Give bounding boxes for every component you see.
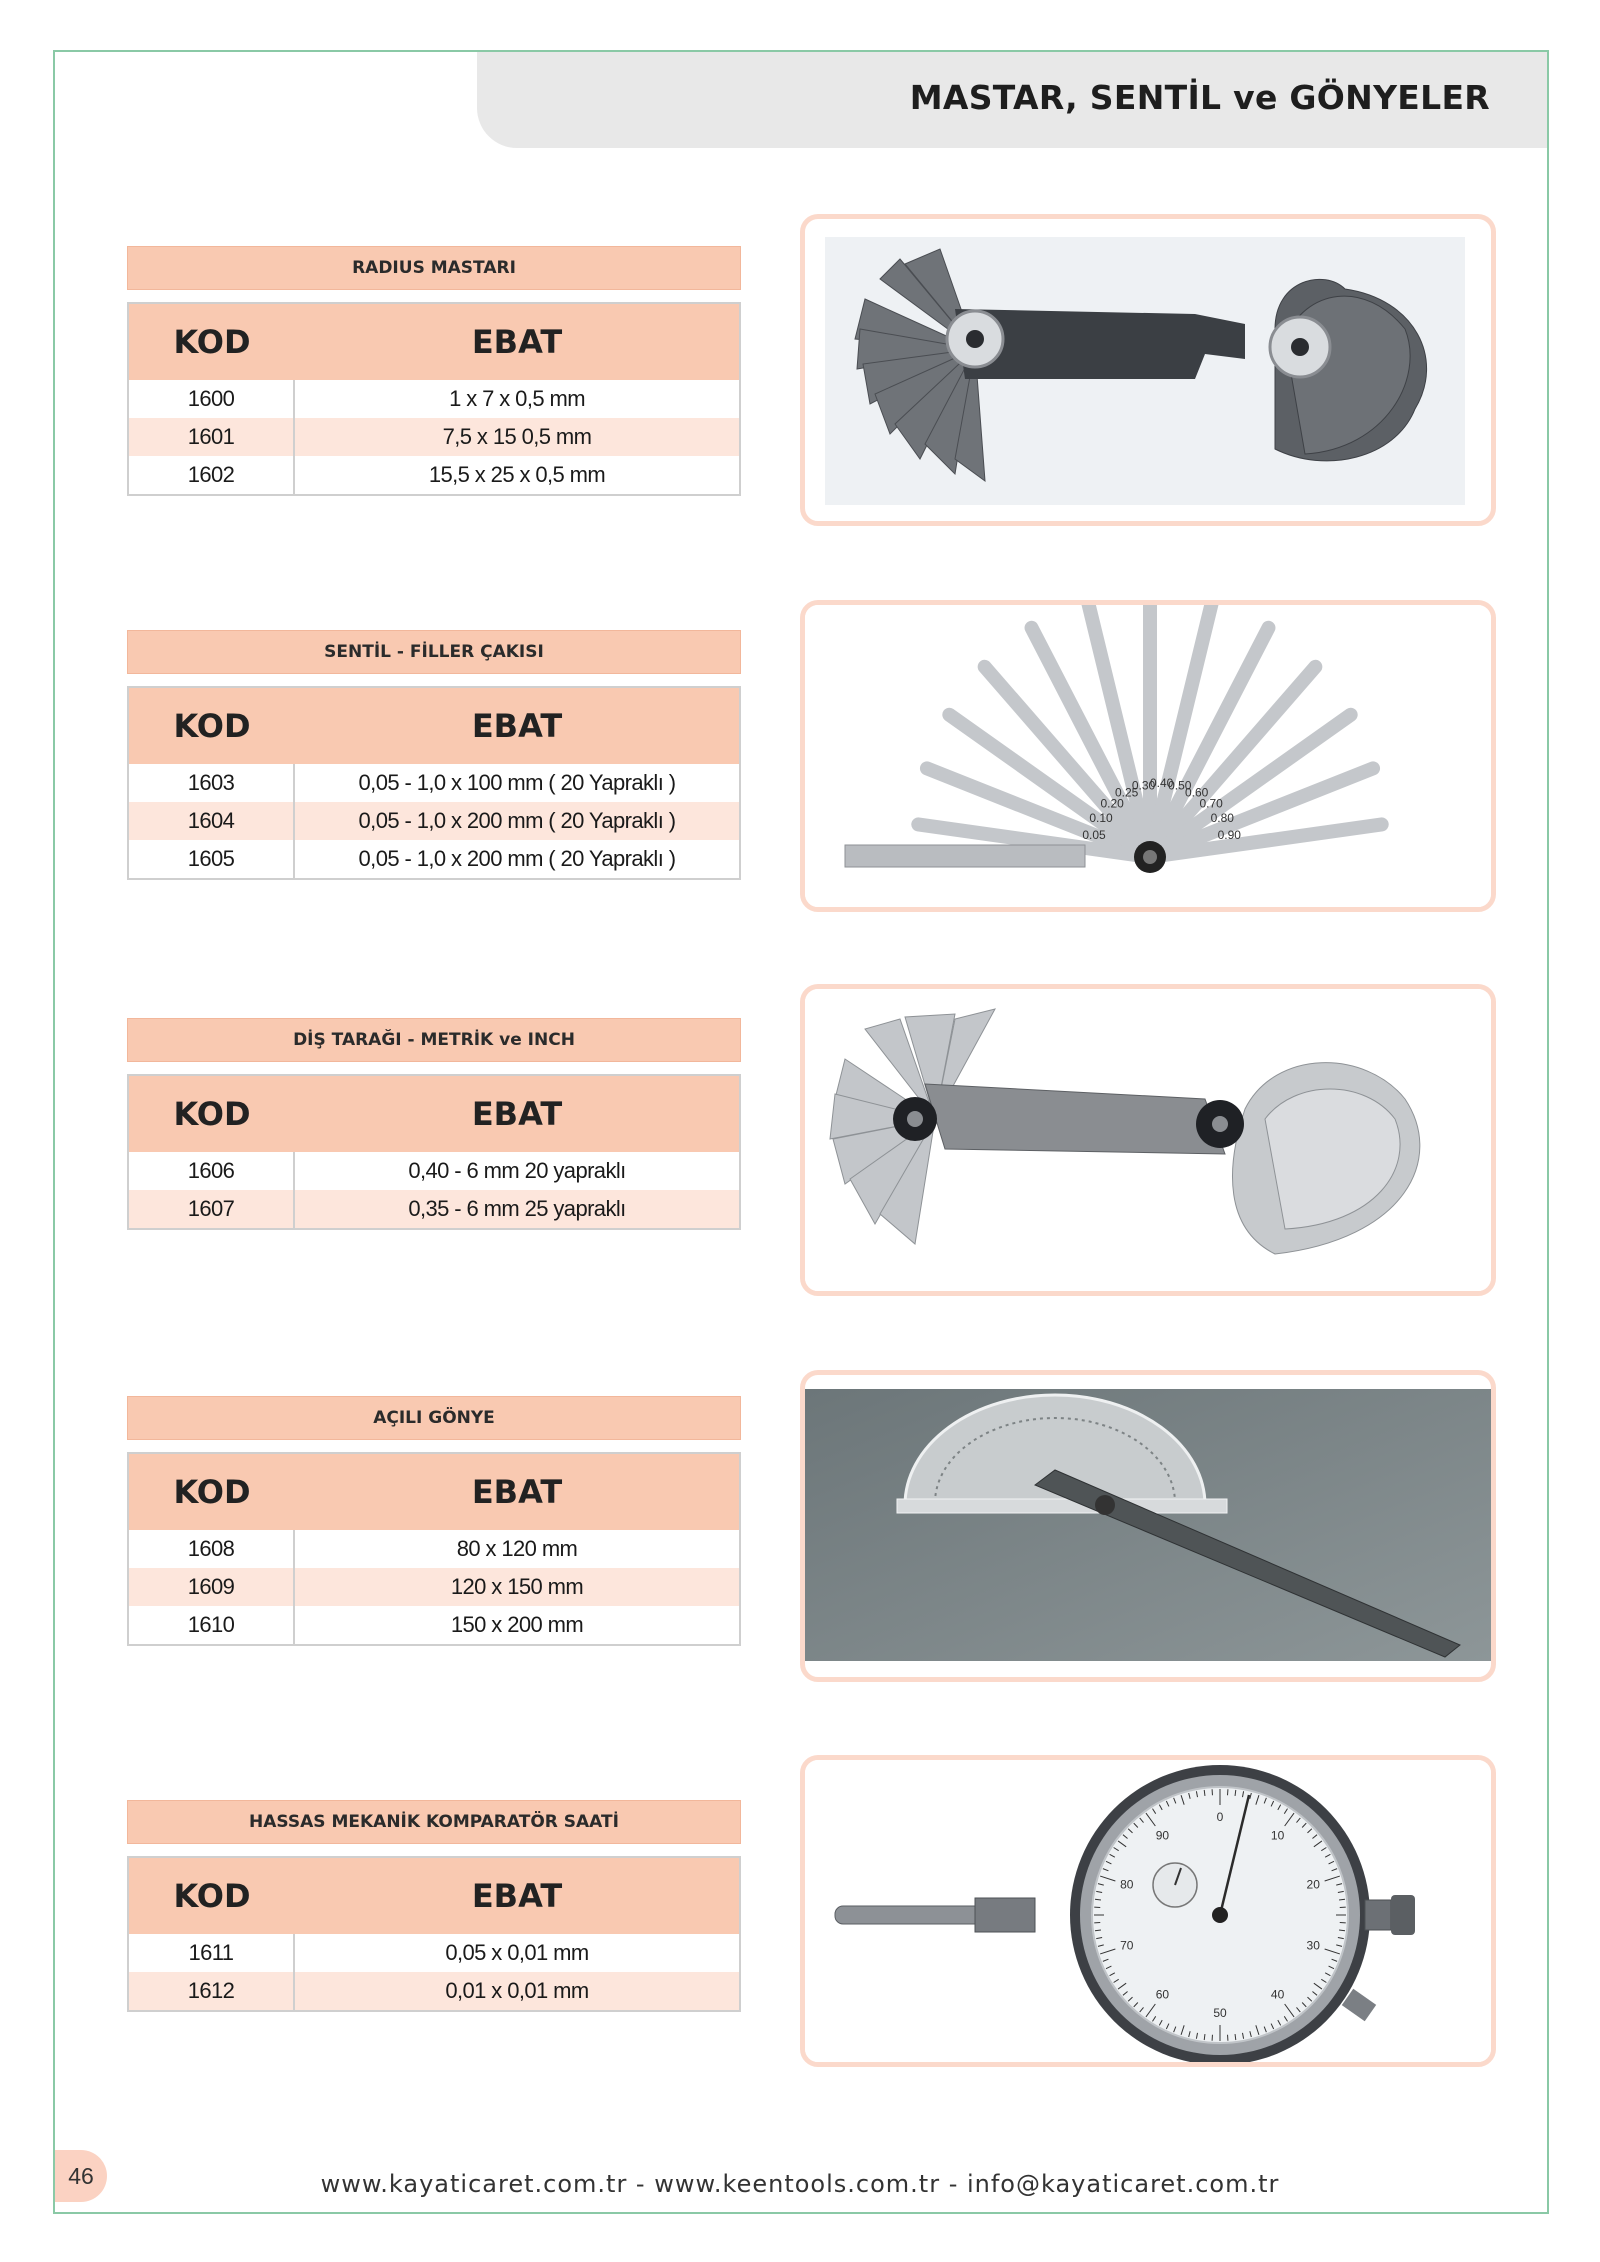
dial-indicator-image — [800, 1755, 1496, 2067]
ebat-header: EBAT — [471, 707, 563, 745]
table-row — [129, 1152, 739, 1190]
size-cell: 0,05 - 1,0 x 200 mm ( 20 Yapraklı ) — [358, 846, 676, 871]
table-row — [129, 1568, 739, 1606]
table-row — [129, 1606, 739, 1644]
size-cell: 0,40 - 6 mm 20 yapraklı — [408, 1158, 626, 1183]
code-cell: 1600 — [129, 380, 295, 418]
page-title: MASTAR, SENTİL ve GÖNYELER — [909, 78, 1490, 117]
feeler-label: 0.50 — [1168, 778, 1192, 793]
dial-number: 20 — [1306, 1877, 1320, 1892]
page-number: 46 — [55, 2150, 107, 2202]
protractor-image — [800, 1370, 1496, 1682]
size-cell: 80 x 120 mm — [456, 1536, 578, 1561]
radius-gauge-image — [800, 214, 1496, 526]
kod-header: KOD — [173, 1877, 251, 1915]
product-table — [127, 686, 741, 880]
dial-number: 70 — [1120, 1938, 1134, 1953]
table-row — [129, 840, 739, 878]
size-cell: 120 x 150 mm — [450, 1574, 584, 1599]
feeler-label: 0.90 — [1217, 827, 1241, 842]
size-cell: 0,35 - 6 mm 25 yapraklı — [408, 1196, 626, 1221]
code-cell: 1606 — [129, 1152, 295, 1190]
table-header — [129, 304, 739, 380]
thread-gauge-image — [800, 984, 1496, 1296]
section-title: RADIUS MASTARI — [127, 246, 741, 290]
kod-header: KOD — [173, 1095, 251, 1133]
table-row — [129, 456, 739, 494]
code-cell: 1602 — [129, 456, 295, 494]
section-title: AÇILI GÖNYE — [127, 1396, 741, 1440]
code-cell: 1611 — [129, 1934, 295, 1972]
code-cell: 1609 — [129, 1568, 295, 1606]
feeler-label: 0.25 — [1115, 785, 1139, 800]
code-cell: 1608 — [129, 1530, 295, 1568]
feeler-label: 0.20 — [1100, 796, 1124, 811]
code-cell: 1607 — [129, 1190, 295, 1228]
table-row — [129, 764, 739, 802]
footer-contact: www.kayaticaret.com.tr - www.keentools.com.tr - info@kayaticaret.com.tr — [320, 2170, 1280, 2198]
dial-number: 80 — [1120, 1877, 1134, 1892]
kod-header: KOD — [173, 323, 251, 361]
size-cell: 1 x 7 x 0,5 mm — [449, 386, 585, 411]
ebat-header: EBAT — [471, 1095, 563, 1133]
table-row — [129, 1190, 739, 1228]
section-sentil — [127, 630, 741, 880]
table-row — [129, 380, 739, 418]
feeler-label: 0.70 — [1199, 796, 1223, 811]
dial-number: 50 — [1213, 2006, 1227, 2020]
section-title: SENTİL - FİLLER ÇAKISI — [127, 630, 741, 674]
size-cell: 15,5 x 25 x 0,5 mm — [428, 462, 606, 487]
kod-header: KOD — [173, 707, 251, 745]
feeler-label: 0.10 — [1089, 811, 1113, 825]
feeler-gauge-image — [800, 600, 1496, 912]
code-cell: 1612 — [129, 1972, 295, 2010]
code-cell: 1610 — [129, 1606, 295, 1644]
dial-number: 60 — [1155, 1987, 1170, 2002]
feeler-label: 0.60 — [1185, 785, 1209, 800]
dial-number: 40 — [1270, 1987, 1285, 2002]
table-row — [129, 418, 739, 456]
product-table — [127, 1452, 741, 1646]
feeler-label: 0.80 — [1210, 811, 1234, 825]
size-cell: 0,05 x 0,01 mm — [445, 1940, 589, 1965]
table-row — [129, 1972, 739, 2010]
product-table — [127, 1074, 741, 1230]
kod-header: KOD — [173, 1473, 251, 1511]
section-title: HASSAS MEKANİK KOMPARATÖR SAATİ — [127, 1800, 741, 1844]
size-cell: 0,05 - 1,0 x 200 mm ( 20 Yapraklı ) — [358, 808, 676, 833]
section-dis-taragi — [127, 1018, 741, 1230]
feeler-label: 0.30 — [1131, 778, 1156, 793]
product-table — [127, 302, 741, 496]
section-komparator-saati — [127, 1800, 741, 2012]
code-cell: 1604 — [129, 802, 295, 840]
ebat-header: EBAT — [471, 323, 563, 361]
table-header — [129, 1858, 739, 1934]
table-header — [129, 1076, 739, 1152]
size-cell: 0,05 - 1,0 x 100 mm ( 20 Yapraklı ) — [358, 770, 676, 795]
ebat-header: EBAT — [471, 1473, 563, 1511]
section-acili-gonye — [127, 1396, 741, 1646]
code-cell: 1603 — [129, 764, 295, 802]
feeler-label: 0.40 — [1150, 776, 1174, 790]
dial-number: 90 — [1155, 1828, 1170, 1843]
table-row — [129, 1530, 739, 1568]
table-header — [129, 688, 739, 764]
size-cell: 150 x 200 mm — [450, 1612, 584, 1637]
size-cell: 0,01 x 0,01 mm — [445, 1978, 589, 2003]
table-row — [129, 1934, 739, 1972]
dial-number: 0 — [1216, 1810, 1224, 1824]
ebat-header: EBAT — [471, 1877, 563, 1915]
size-cell: 7,5 x 15 0,5 mm — [442, 424, 592, 449]
dial-number: 10 — [1270, 1828, 1285, 1843]
dial-number: 30 — [1306, 1938, 1320, 1953]
table-row — [129, 802, 739, 840]
product-table — [127, 1856, 741, 2012]
code-cell: 1601 — [129, 418, 295, 456]
feeler-label: 0.05 — [1082, 827, 1106, 842]
section-title: DİŞ TARAĞI - METRİK ve INCH — [127, 1018, 741, 1062]
table-header — [129, 1454, 739, 1530]
code-cell: 1605 — [129, 840, 295, 878]
section-radius-mastari — [127, 246, 741, 496]
